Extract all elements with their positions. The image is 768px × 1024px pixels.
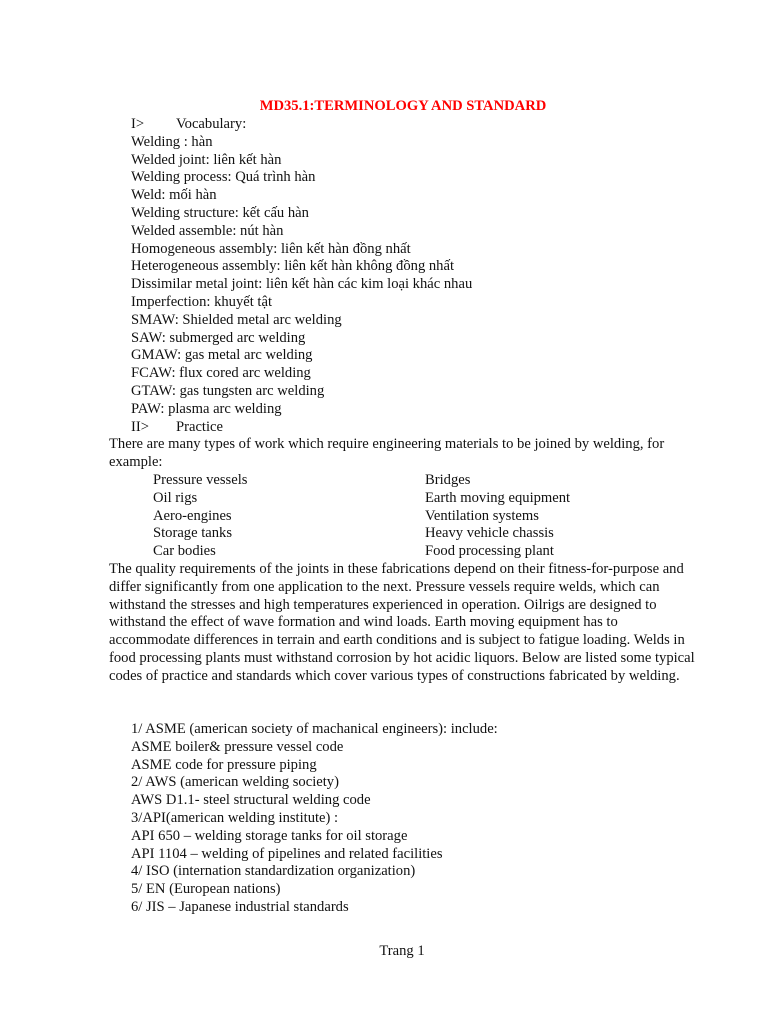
- vocab-item: Heterogeneous assembly: liên kết hàn không đồng nhất: [131, 258, 455, 275]
- examples-row: [153, 508, 653, 526]
- example-item: Oil rigs: [153, 489, 198, 506]
- vocabulary-section: [131, 116, 472, 436]
- example-item: Ventilation systems: [425, 507, 539, 524]
- document-title: MD35.1:TERMINOLOGY AND STANDARD: [259, 98, 547, 114]
- examples-row: [153, 472, 653, 490]
- code-item: 4/ ISO (internation standardization organization): [131, 863, 416, 880]
- section-heading-vocabulary: [131, 116, 472, 134]
- section-heading-text: Vocabulary:: [176, 116, 247, 132]
- code-item: 3/API(american welding institute) :: [131, 809, 339, 826]
- codes-list: [131, 721, 498, 917]
- code-item: 1/ ASME (american society of machanical engineers): include:: [131, 721, 498, 737]
- code-item: 2/ AWS (american welding society): [131, 774, 339, 791]
- vocab-item: Imperfection: khuyết tật: [131, 293, 273, 310]
- vocab-item: FCAW: flux cored arc welding: [131, 365, 311, 382]
- vocab-item: Welded joint: liên kết hàn: [131, 151, 282, 168]
- section-numeral: II>: [131, 418, 149, 435]
- code-item: ASME code for pressure piping: [131, 756, 317, 773]
- code-item: 5/ EN (European nations): [131, 881, 281, 898]
- vocab-item: Homogeneous assembly: liên kết hàn đồng nhất: [131, 240, 411, 257]
- vocab-item: Welding structure: kết cấu hàn: [131, 204, 309, 221]
- quality-requirements-paragraph: [109, 561, 699, 686]
- code-item: ASME boiler& pressure vessel code: [131, 738, 344, 755]
- example-item: Car bodies: [153, 543, 216, 560]
- code-item: API 1104 – welding of pipelines and related facilities: [131, 845, 443, 862]
- vocab-item: PAW: plasma arc welding: [131, 400, 282, 417]
- vocab-item: Welding : hàn: [131, 133, 213, 150]
- vocab-item: Weld: mối hàn: [131, 187, 217, 204]
- vocab-item: GTAW: gas tungsten arc welding: [131, 382, 325, 399]
- practice-intro-paragraph: There are many types of work which require engineering materials to be joined by welding, for example:: [109, 436, 665, 470]
- code-item: 6/ JIS – Japanese industrial standards: [131, 898, 349, 915]
- examples-row: [153, 543, 653, 561]
- examples-row: [153, 525, 653, 543]
- vocab-item: Welded assemble: nút hàn: [131, 222, 284, 239]
- code-item: API 650 – welding storage tanks for oil storage: [131, 827, 408, 844]
- vocab-item: Dissimilar metal joint: liên kết hàn các kim loại khác nhau: [131, 276, 473, 293]
- example-item: Pressure vessels: [153, 472, 248, 488]
- example-item: Food processing plant: [425, 543, 554, 560]
- vocab-item: Welding process: Quá trình hàn: [131, 169, 316, 186]
- section-heading-practice: [131, 419, 472, 437]
- example-item: Earth moving equipment: [425, 489, 571, 506]
- vocab-item: SMAW: Shielded metal arc welding: [131, 311, 342, 328]
- codes-intro-text: Below are listed some typical codes of practice and standards which cover various types of constructions fabricated by welding.: [109, 649, 695, 684]
- example-item: Aero-engines: [153, 507, 232, 524]
- section-heading-text: Practice: [176, 418, 223, 435]
- quality-paragraph-text: The quality requirements of the joints in these fabrications depend on their fitness-for-purpose and differ significantly from one application to the next. Pressure vessels require welds, which can withstand the stresses and high temperatures experienced in operation. Oilrigs are designed to withstand the effect of wave formation and wind loads. Earth moving equipment has to accommodate differences in terrain and earth conditions and is subject to fatigue loading. Welds in food processing plants must withstand corrosion by hot acidic liquors.: [109, 561, 685, 666]
- example-item: Storage tanks: [153, 525, 233, 542]
- example-item: Bridges: [425, 472, 471, 488]
- examples-row: [153, 490, 653, 508]
- vocab-item: GMAW: gas metal arc welding: [131, 347, 313, 364]
- vocab-item: SAW: submerged arc welding: [131, 329, 306, 346]
- example-item: Heavy vehicle chassis: [425, 525, 554, 542]
- section-numeral: I>: [131, 116, 145, 132]
- page-footer: Trang 1: [379, 943, 425, 959]
- examples-list: [153, 472, 653, 561]
- code-item: AWS D1.1- steel structural welding code: [131, 792, 371, 809]
